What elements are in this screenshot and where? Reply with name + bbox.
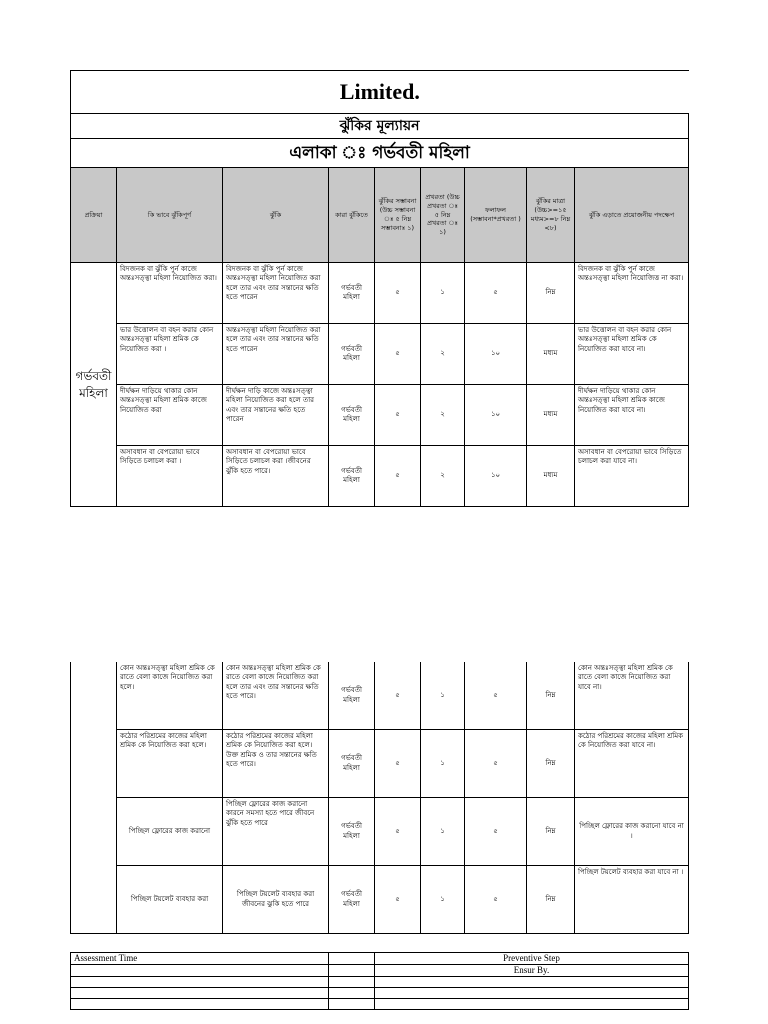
footer-blank-cell [71, 999, 329, 1010]
company-title: Limited. [71, 71, 689, 114]
severity-cell: ১ [421, 263, 465, 324]
level-cell: নিম্ন [527, 730, 575, 798]
action-cell: দীর্ঘক্ষন দাড়িয়ে থাকার কোন অন্তঃসত্ত্বা মহিলা শ্রমিক কাজে নিয়োজিত করা যাবে না। [575, 385, 689, 446]
table-row [71, 324, 689, 385]
footer-blank-cell [375, 977, 689, 988]
ensur-by-label: Ensur By. [375, 965, 689, 977]
probability-cell: ৫ [375, 324, 421, 385]
footer-blank-cell [329, 977, 375, 988]
severity-cell: ১ [421, 798, 465, 866]
who-cell: গর্ভবতী মহিলা [329, 866, 375, 934]
footer-blank-cell [375, 999, 689, 1010]
level-cell: নিম্ন [527, 798, 575, 866]
who-cell: গর্ভবতী মহিলা [329, 446, 375, 507]
col-header-result: ফলাফল (সম্ভাবনা*প্রখরতা ) [465, 168, 527, 263]
severity-cell: ২ [421, 446, 465, 507]
table-row [71, 263, 689, 324]
result-cell: ৫ [465, 730, 527, 798]
action-cell: বিদজনক বা ঝুঁকি পুর্ন কাজে অন্তঃসত্ত্বা মহিলা নিয়োজিত্ত না করা। [575, 263, 689, 324]
level-cell: মধ্যম [527, 385, 575, 446]
footer-blank-cell [375, 988, 689, 999]
how-cell: পিচ্ছিল ফ্লোরের কাজ করানো [117, 798, 223, 866]
probability-cell: ৫ [375, 866, 421, 934]
footer-blank-cell [71, 965, 329, 977]
how-cell: বিদজনক বা ঝুঁকি পুর্ন কাজে অন্তঃসত্ত্বা মহিলা নিয়োজিত করা। [117, 263, 223, 324]
col-header-level: ঝুঁকির মাত্রা (উচ্চ>=১৫ মধ্যম>=৮ নিম্ন <৮) [527, 168, 575, 263]
probability-cell: ৫ [375, 662, 421, 730]
assessment-time-label: Assessment Time [71, 953, 329, 965]
footer-blank-cell [71, 988, 329, 999]
table-row [71, 446, 689, 507]
risk-cell: পিচ্ছিল ফ্লোরের কাজ করানো কারনে সমস্যা হতে পারে জীবনে ঝুঁকি হতে পারে [223, 798, 329, 866]
footer-blank-cell [329, 965, 375, 977]
action-cell: কোন অন্তঃসত্ত্বা মহিলা শ্রমিক কে রাতে বেলা কাজে নিয়োজিত করা যাবে না। [575, 662, 689, 730]
result-cell: ৫ [465, 866, 527, 934]
severity-cell: ২ [421, 324, 465, 385]
severity-cell: ১ [421, 662, 465, 730]
col-header-probability: ঝুঁকির সম্ভাবনা (উচ্চ সম্ভাবনা ঃ ৫ নিম্ন সম্ভাবনাঃ ১) [375, 168, 421, 263]
severity-cell: ১ [421, 866, 465, 934]
risk-table-page1 [70, 70, 689, 507]
probability-cell: ৫ [375, 798, 421, 866]
action-cell: ভার উত্তোলন বা বহন করার কোন অন্তঃসত্ত্বা মহিলা শ্রমিক কে নিয়োজিত করা যাবে না। [575, 324, 689, 385]
result-cell: ১০ [465, 385, 527, 446]
footer-blank-cell [71, 977, 329, 988]
who-cell: গর্ভবতী মহিলা [329, 385, 375, 446]
result-cell: ৫ [465, 263, 527, 324]
probability-cell: ৫ [375, 385, 421, 446]
col-header-action: ঝুঁকি এড়াতে প্রয়োজনীয় পদক্ষেপ [575, 168, 689, 263]
probability-cell: ৫ [375, 730, 421, 798]
footer-blank-cell [329, 988, 375, 999]
col-header-how: কি ভাবে ঝুঁকিপূর্ণ [117, 168, 223, 263]
table-row [71, 385, 689, 446]
col-header-severity: প্রখরতা (উচ্চ প্রখরতা ঃ ৫ নিম্ন প্রখরতা ঃ ১) [421, 168, 465, 263]
how-cell: দীর্ঘক্ষন দাড়িয়ে থাকার কোন অন্তঃসত্ত্বা মহিলা শ্রমিক কাজে নিয়োজিত করা [117, 385, 223, 446]
level-cell: নিম্ন [527, 866, 575, 934]
action-cell: কঠোর পরিশ্রমের কাজের মহিলা শ্রমিক কে নিয়োজিত করা যাবে না। [575, 730, 689, 798]
sheet-subtitle: ঝুঁকির মূল্যায়ন [71, 114, 689, 139]
result-cell: ৫ [465, 662, 527, 730]
severity-cell: ১ [421, 730, 465, 798]
risk-cell: অসাবধান বা বেপরোয়া ভাবে সিড়িতে চলাচল করা ।জীবনের ঝুঁকি হতে পারে। [223, 446, 329, 507]
risk-cell: বিদজনক বা ঝুঁকি পুর্ন কাজে অন্তঃসত্ত্বা মহিলা নিয়োজিত করা হলে তার এবং তার সন্তানের ক্ষতি হতে পারেন [223, 263, 329, 324]
who-cell: গর্ভবতী মহিলা [329, 324, 375, 385]
how-cell: অসাবধান বা বেপরোয়া ভাবে সিড়িতে চলাচল করা । [117, 446, 223, 507]
action-cell: পিচ্ছিল ফ্লোরের কাজ করানো যাবে না । [575, 798, 689, 866]
process-cell-empty [71, 662, 117, 934]
level-cell: নিম্ন [527, 263, 575, 324]
who-cell: গর্ভবতী মহিলা [329, 798, 375, 866]
process-cell: গর্ভবতী মহিলা [71, 263, 117, 507]
how-cell: পিচ্ছিল টয়লেট ব্যবহার করা [117, 866, 223, 934]
how-cell: ভার উত্তোলন বা বহন করার কোন অন্তঃসত্ত্বা মহিলা শ্রমিক কে নিয়োজিত করা । [117, 324, 223, 385]
risk-cell: কোন অন্তঃসত্ত্বা মহিলা শ্রমিক কে রাতে বেলা কাজে নিয়োজিত করা হলে তার এবং তার সন্তানের ক্ষতি হতে পারে। [223, 662, 329, 730]
action-cell: পিচ্ছিল টয়লেট ব্যবহার করা যাবে না । [575, 866, 689, 934]
col-header-risk: ঝুঁকি [223, 168, 329, 263]
level-cell: মধ্যম [527, 446, 575, 507]
action-cell: অসাবধান বা বেপরোয়া ভাবে সিড়িতে চলাচল করা যাবে না। [575, 446, 689, 507]
probability-cell: ৫ [375, 263, 421, 324]
risk-cell: অন্তঃসত্ত্বা মহিলা নিয়োজিত করা হলে তার এবং তার সন্তানের ক্ষতি হতে পারেন [223, 324, 329, 385]
probability-cell: ৫ [375, 446, 421, 507]
risk-cell: কঠোর পরিশ্রমের কাজের মহিলা শ্রমিক কে নিয়োজিত করা হলে। উক্ত শ্রমিক ও তার সন্তানের ক্ষতি হতে পারে। [223, 730, 329, 798]
risk-cell: দীর্ঘক্ষন দাড়ি কাজে অন্তঃসত্ত্বা মহিলা নিয়োজিত করা হলে তার এবং তার সন্তানের ক্ষতি হতে পারেন [223, 385, 329, 446]
table-row [71, 798, 689, 866]
how-cell: কঠোর পরিশ্রমের কাজের মহিলা শ্রমিক কে নিয়োজিত করা হলে। [117, 730, 223, 798]
who-cell: গর্ভবতী মহিলা [329, 662, 375, 730]
risk-assessment-sheet [70, 70, 688, 975]
result-cell: ১০ [465, 324, 527, 385]
level-cell: নিম্ন [527, 662, 575, 730]
how-cell: কোন অন্তঃসত্ত্বা মহিলা শ্রমিক কে রাতে বেলা কাজে নিয়োজিত করা হলে। [117, 662, 223, 730]
table-row [71, 730, 689, 798]
footer-blank-cell [329, 999, 375, 1010]
risk-cell: পিচ্ছিল টয়লেট ব্যবহার করা জীবনের ঝুকি হতে পারে [223, 866, 329, 934]
area-title: এলাকা ঃ গর্ভবতী মহিলা [71, 139, 689, 168]
table-row [71, 662, 689, 730]
result-cell: ৫ [465, 798, 527, 866]
preventive-step-label: Preventive Step [375, 953, 689, 965]
col-header-process: প্রক্রিয়া [71, 168, 117, 263]
footer-table [70, 952, 689, 1010]
col-header-who: কারা ঝুঁকিতে [329, 168, 375, 263]
footer-blank-cell [329, 953, 375, 965]
who-cell: গর্ভবতী মহিলা [329, 263, 375, 324]
table-header-row [71, 168, 689, 263]
severity-cell: ২ [421, 385, 465, 446]
table-row [71, 866, 689, 934]
who-cell: গর্ভবতী মহিলা [329, 730, 375, 798]
level-cell: মধ্যম [527, 324, 575, 385]
result-cell: ১০ [465, 446, 527, 507]
risk-table-page2 [70, 662, 689, 934]
